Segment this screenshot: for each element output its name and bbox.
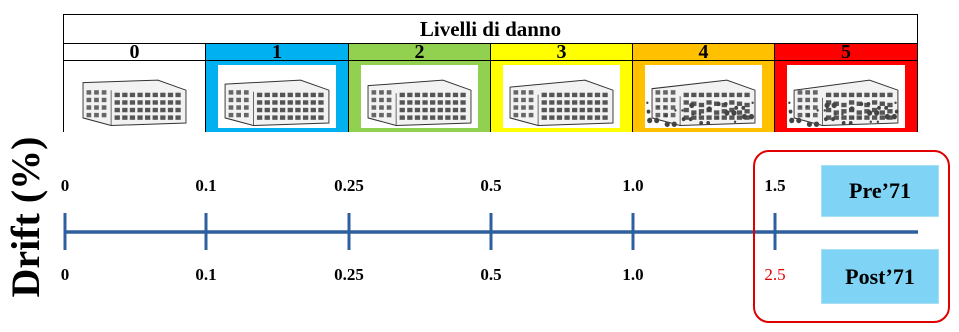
- damage-level-label: 4: [633, 44, 774, 61]
- damage-level-label: 3: [491, 44, 632, 61]
- upper-tick-label: 0: [60, 176, 70, 195]
- damage-levels-title: Livelli di danno: [64, 15, 917, 44]
- pre71-box: [821, 165, 939, 217]
- upper-tick-label: 0.1: [195, 176, 217, 195]
- damage-level-label: 2: [349, 44, 490, 61]
- post71-label: Post’71: [845, 263, 915, 289]
- upper-tick-label: 1.5: [764, 176, 786, 195]
- drift-axis-label: Drift (%): [3, 136, 48, 298]
- damage-level-label: 0: [64, 44, 205, 61]
- lower-tick-label: 0.1: [195, 265, 217, 284]
- pre71-label: Pre’71: [849, 178, 911, 203]
- damage-level-label: 5: [775, 44, 917, 61]
- lower-tick-label: 2.5: [764, 265, 786, 284]
- damage-level-label: 1: [206, 44, 348, 61]
- lower-tick-label: 0.25: [334, 265, 364, 284]
- lower-tick-label: 1.0: [622, 265, 644, 284]
- upper-tick-label: 0.25: [334, 176, 364, 195]
- upper-tick-label: 1.0: [622, 176, 644, 195]
- lower-tick-label: 0.5: [480, 265, 502, 284]
- lower-tick-label: 0: [60, 265, 70, 284]
- post71-box: [821, 249, 939, 304]
- upper-tick-label: 0.5: [480, 176, 502, 195]
